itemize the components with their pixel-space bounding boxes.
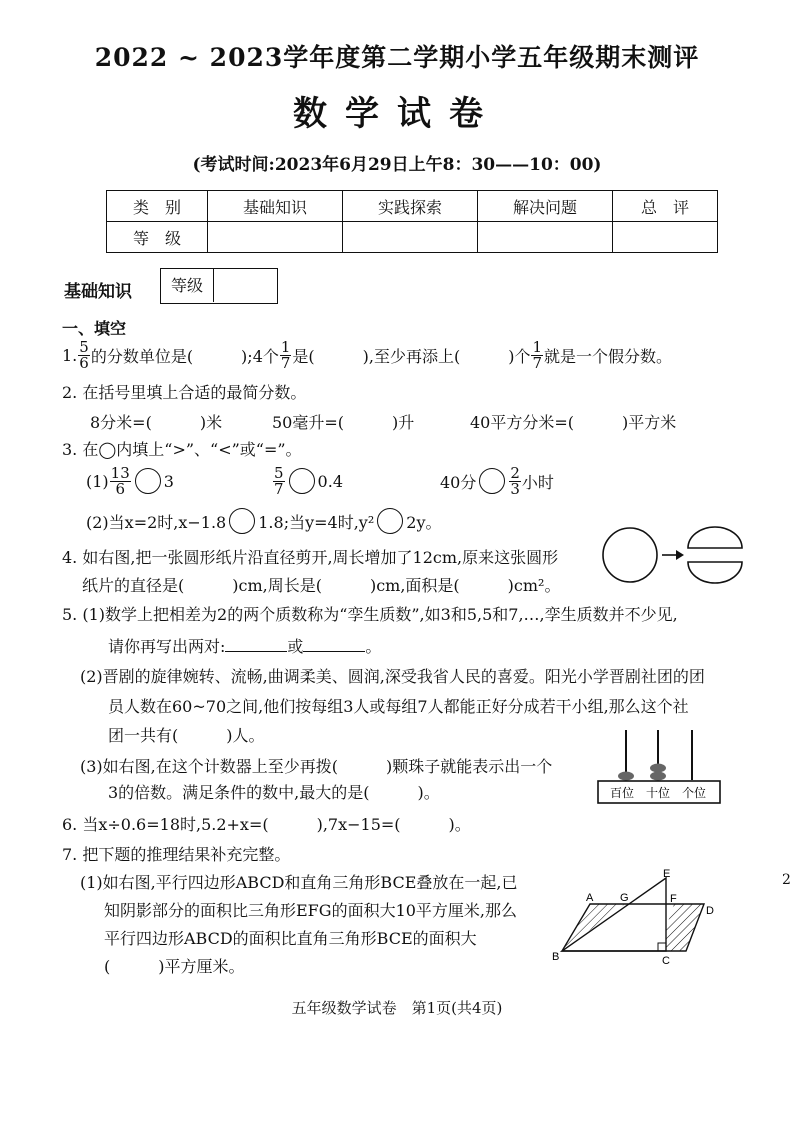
table-cell: 总 评: [613, 191, 718, 222]
point-label: E: [663, 868, 671, 880]
question-7-line4: ( )平方厘米。: [104, 957, 245, 976]
circle-cut-figure: [600, 524, 746, 586]
exam-time: (考试时间:2023年6月29日上午8：30——10：00): [192, 155, 602, 175]
table-cell: 解决问题: [478, 191, 613, 222]
fraction: $\frac{1}{7}$: [280, 337, 291, 372]
compare-circle[interactable]: [135, 468, 161, 494]
grade-table-grade-row: [107, 222, 718, 253]
abacus-label: 个位: [681, 786, 707, 800]
question-6: 6. 当x÷0.6=18时,5.2+x=( ),7x−15=( )。: [62, 815, 471, 834]
point-label: F: [670, 893, 677, 905]
grade-table-header-row: [107, 191, 718, 222]
question-3-part1: (1) $\frac{13}{6}$ 3: [86, 463, 174, 498]
fraction: $\frac{5}{7}$: [274, 463, 284, 498]
point-label: D: [706, 905, 714, 917]
exam-title: 2022 ~ 2023学年度第二学期小学五年级期末测评: [94, 43, 700, 72]
answer-blank[interactable]: [225, 651, 287, 652]
question-7-line2: 知阴影部分的面积比三角形EFG的面积大10平方厘米,那么: [104, 901, 518, 920]
question-3-part1c: 40分 $\frac{2}{3}$ 小时: [440, 463, 554, 498]
question-3-part1b: $\frac{5}{7}$ 0.4: [274, 463, 343, 498]
table-cell: 基础知识: [208, 191, 343, 222]
point-label: C: [662, 955, 670, 967]
question-2-a: 8分米=( )米: [90, 413, 223, 432]
margin-mark: 2: [782, 872, 791, 888]
question-3-stem: 3. 在◯内填上“>”、“<”或“=”。: [62, 440, 302, 459]
part-title: 一、填空: [62, 319, 127, 338]
question-3-part2: (2)当x=2时,x−1.8 1.8;当y=4时,y² 2y。: [86, 508, 442, 534]
table-cell: 等 级: [107, 222, 208, 253]
answer-blank[interactable]: [303, 651, 365, 652]
abacus-label: 十位: [645, 786, 671, 800]
subject-title: 数学试卷: [293, 94, 501, 134]
fraction: $\frac{1}{7}$: [532, 337, 543, 372]
section-title: 基础知识: [64, 282, 132, 302]
point-label: A: [586, 892, 594, 904]
question-2-c: 40平方分米=( )平方米: [470, 413, 677, 432]
question-5-1-line1: 5. (1)数学上把相差为2的两个质数称为“孪生质数”,如3和5,5和7,…,孪生质数并不少见,: [62, 605, 678, 624]
question-5-2-line1: (2)晋剧的旋律婉转、流畅,曲调柔美、圆润,深受我省人民的喜爱。阳光小学晋剧社团的团: [80, 667, 705, 686]
compare-circle[interactable]: [289, 468, 315, 494]
question-7-line1: (1)如右图,平行四边形ABCD和直角三角形BCE叠放在一起,已: [80, 873, 518, 892]
compare-circle[interactable]: [479, 468, 505, 494]
question-1: [62, 334, 672, 376]
page-footer: 五年级数学试卷 第1页(共4页): [291, 999, 503, 1017]
abacus-figure: [596, 728, 726, 808]
compare-circle[interactable]: [229, 508, 255, 534]
abacus-label: 百位: [609, 786, 635, 800]
grade-input-cell[interactable]: [478, 222, 613, 253]
section-grade-label: 等级: [161, 269, 214, 302]
point-label: G: [620, 892, 629, 904]
q-number: 1.: [62, 345, 78, 365]
question-5-1-line2: 请你再写出两对: 或 。: [108, 637, 382, 656]
grade-input-cell[interactable]: [208, 222, 343, 253]
question-7-stem: 7. 把下题的推理结果补充完整。: [62, 845, 291, 864]
fraction: $\frac{13}{6}$: [110, 463, 130, 498]
table-cell: 类 别: [107, 191, 208, 222]
question-5-2-line2: 员人数在60~70之间,他们按每组3人或每组7人都能正好分成若干小组,那么这个社: [108, 697, 689, 716]
question-4-line2: 纸片的直径是( )cm,周长是( )cm,面积是( )cm²。: [82, 576, 561, 595]
question-4-line1: 4. 如右图,把一张圆形纸片沿直径剪开,周长增加了12cm,原来这张圆形: [62, 548, 559, 567]
parallelogram-figure: [550, 868, 720, 968]
point-label: B: [552, 951, 560, 963]
q-text: 是( ),至少再添上( )个: [292, 346, 531, 366]
question-2-stem: 2. 在括号里填上合适的最简分数。: [62, 383, 307, 402]
grade-table: [106, 190, 718, 253]
question-5-2-line3: 团一共有( )人。: [108, 726, 265, 745]
question-7-line3: 平行四边形ABCD的面积比直角三角形BCE的面积大: [104, 929, 477, 948]
q-text: 的分数单位是( );4个: [90, 346, 279, 366]
grade-input-cell[interactable]: [343, 222, 478, 253]
section-grade-box[interactable]: [160, 268, 278, 304]
grade-input-cell[interactable]: [613, 222, 718, 253]
q-text: 就是一个假分数。: [544, 346, 673, 366]
question-5-3-line2: 3的倍数。满足条件的数中,最大的是( )。: [108, 783, 440, 802]
compare-circle[interactable]: [377, 508, 403, 534]
table-cell: 实践探索: [343, 191, 478, 222]
question-5-3-line1: (3)如右图,在这个计数器上至少再拨( )颗珠子就能表示出一个: [80, 757, 553, 776]
question-2-b: 50毫升=( )升: [272, 413, 415, 432]
fraction: $\frac{2}{3}$: [510, 463, 520, 498]
fraction: $\frac{5}{6}$: [79, 337, 89, 372]
